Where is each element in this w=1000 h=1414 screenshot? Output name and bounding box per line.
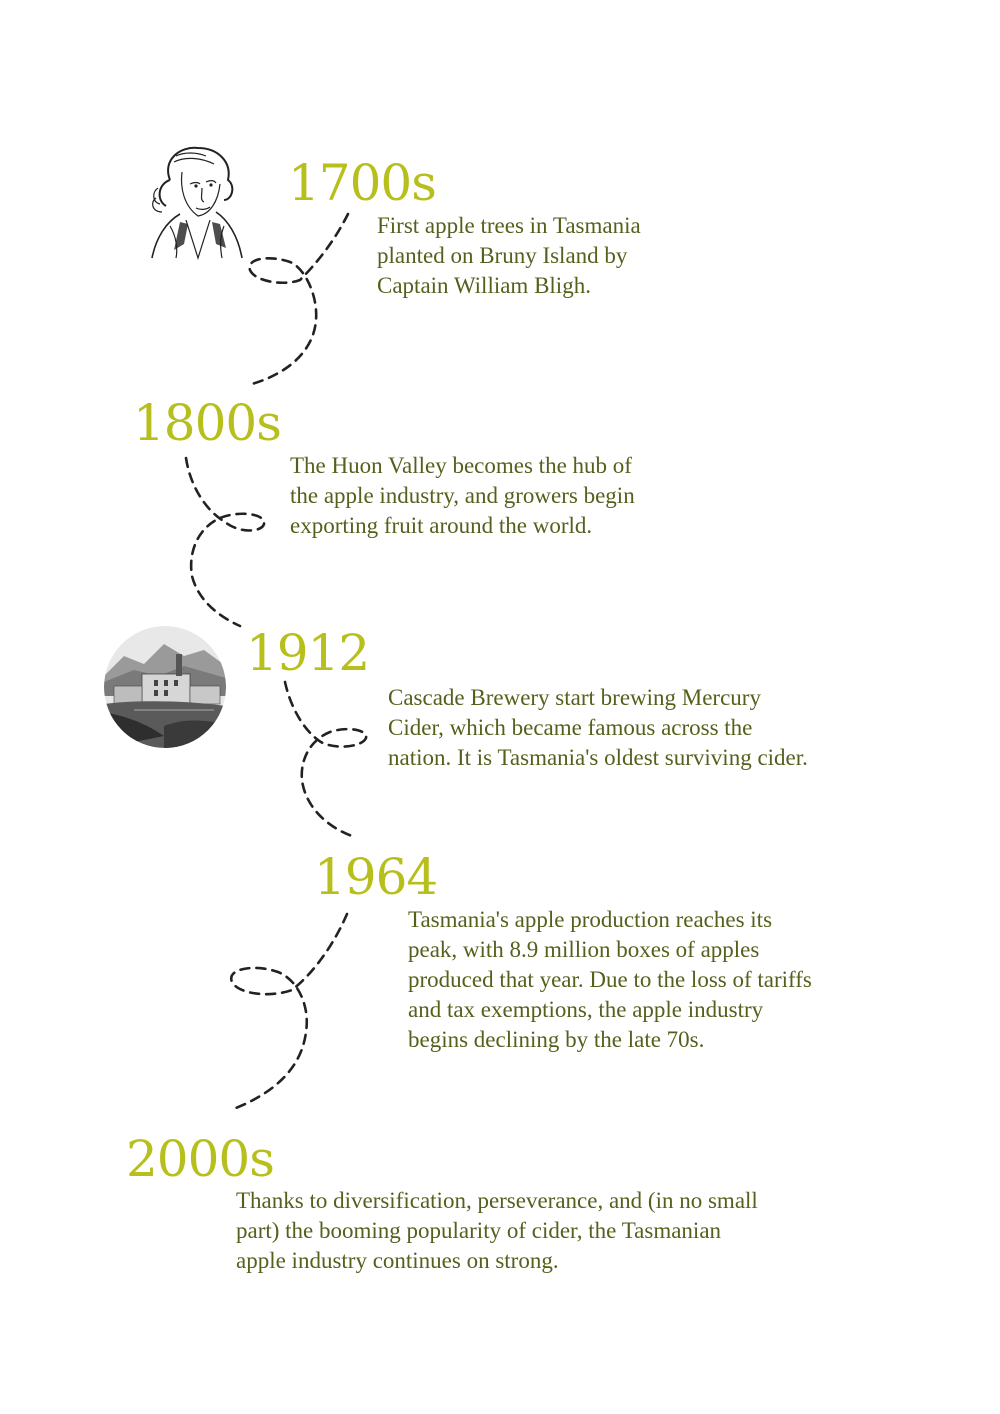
description-1700s [377, 211, 641, 301]
description-line: Captain William Bligh. [377, 273, 591, 298]
description-line: planted on Bruny Island by [377, 243, 628, 268]
year-1964: 1964 [314, 848, 438, 906]
description-2000s [236, 1186, 758, 1276]
cascade-brewery-photo [104, 626, 226, 748]
description-line: begins declining by the late 70s. [408, 1027, 705, 1052]
william-bligh-portrait [140, 140, 244, 260]
description-line: and tax exemptions, the apple industry [408, 997, 764, 1022]
description-line: nation. It is Tasmania's oldest surviving cider. [388, 745, 808, 770]
description-line: part) the booming popularity of cider, the Tasmanian [236, 1218, 722, 1243]
description-line: the apple industry, and growers begin [290, 483, 635, 508]
description-1912 [388, 683, 808, 773]
description-line: Tasmania's apple production reaches its [408, 907, 773, 932]
year-2000s: 2000s [126, 1130, 274, 1188]
year-1800s: 1800s [133, 394, 281, 452]
description-1800s [290, 451, 635, 541]
description-line: Cider, which became famous across the [388, 715, 753, 740]
description-line: Thanks to diversification, perseverance, and (in no small [236, 1188, 758, 1213]
description-line: peak, with 8.9 million boxes of apples [408, 937, 760, 962]
description-1964 [408, 905, 812, 1055]
description-line: The Huon Valley becomes the hub of [290, 453, 632, 478]
year-1912: 1912 [246, 624, 370, 682]
year-1700s: 1700s [288, 154, 436, 212]
description-line: Cascade Brewery start brewing Mercury [388, 685, 761, 710]
description-line: First apple trees in Tasmania [377, 213, 641, 238]
description-line: apple industry continues on strong. [236, 1248, 559, 1273]
description-line: exporting fruit around the world. [290, 513, 593, 538]
description-line: produced that year. Due to the loss of tariffs [408, 967, 812, 992]
